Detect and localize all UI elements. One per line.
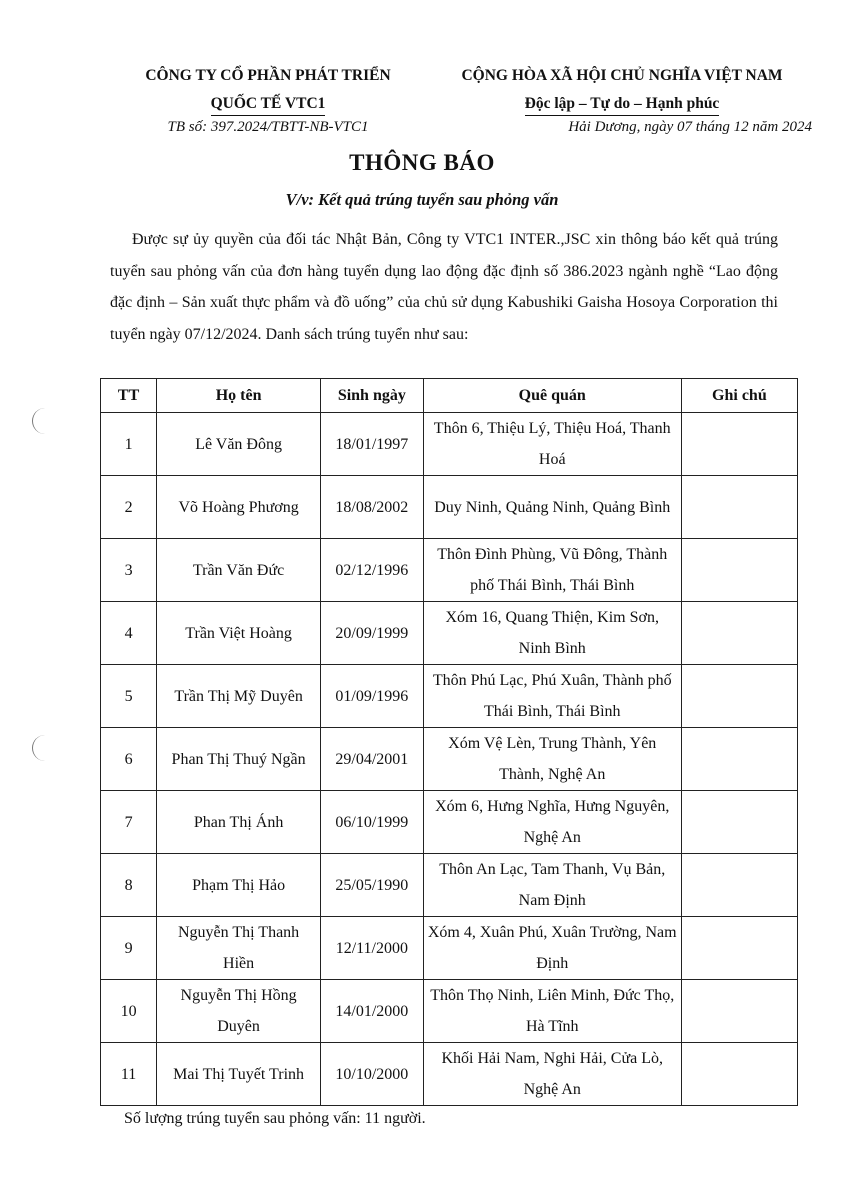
cell-name: Phan Thị Thuý Ngần [157, 728, 321, 791]
document-reference: TB số: 397.2024/TBTT-NB-VTC1 [167, 119, 369, 135]
announcement-body: Được sự ủy quyền của đối tác Nhật Bản, Công ty VTC1 INTER.,JSC xin thông báo kết quả trúng tuyển sau phỏng vấn của đơn hàng tuyển dụng lao động đặc định số 386.2023 ngành nghề “Lao động đặc định – Sản xuất thực phẩm và đồ uống” của chủ sử dụng Kabushiki Gaisha Hosoya Corporation thi tuyển ngày 07/12/2024. Danh sách trúng tuyển như sau: [110, 231, 778, 343]
cell-name: Lê Văn Đông [157, 413, 321, 476]
cell-name: Nguyễn Thị Hồng Duyên [157, 980, 321, 1043]
table-header-row [101, 379, 798, 413]
cell-dob: 02/12/1996 [320, 539, 423, 602]
cell-hometown: Xóm Vệ Lèn, Trung Thành, Yên Thành, Nghệ An [423, 728, 681, 791]
table-row [101, 728, 798, 791]
cell-tt: 7 [101, 791, 157, 854]
table-row [101, 1043, 798, 1106]
cell-dob: 12/11/2000 [320, 917, 423, 980]
cell-note [681, 980, 797, 1043]
cell-tt: 2 [101, 476, 157, 539]
cell-note [681, 917, 797, 980]
cell-tt: 6 [101, 728, 157, 791]
nation-name: CỘNG HÒA XÃ HỘI CHỦ NGHĨA VIỆT NAM [461, 67, 783, 84]
header-name: Họ tên [157, 379, 321, 413]
cell-tt: 10 [101, 980, 157, 1043]
punch-mark [32, 735, 49, 761]
cell-name: Phạm Thị Hảo [157, 854, 321, 917]
cell-note [681, 413, 797, 476]
cell-name: Mai Thị Tuyết Trinh [157, 1043, 321, 1106]
cell-hometown: Xóm 6, Hưng Nghĩa, Hưng Nguyên, Nghệ An [423, 791, 681, 854]
table-row [101, 476, 798, 539]
cell-dob: 18/01/1997 [320, 413, 423, 476]
cell-dob: 18/08/2002 [320, 476, 423, 539]
place-date: Hải Dương, ngày 07 tháng 12 năm 2024 [568, 119, 812, 135]
table-row [101, 665, 798, 728]
cell-tt: 9 [101, 917, 157, 980]
results-table [100, 378, 798, 1106]
cell-hometown: Xóm 16, Quang Thiện, Kim Sơn, Ninh Bình [423, 602, 681, 665]
cell-dob: 29/04/2001 [320, 728, 423, 791]
cell-dob: 14/01/2000 [320, 980, 423, 1043]
cell-tt: 8 [101, 854, 157, 917]
cell-tt: 1 [101, 413, 157, 476]
cell-name: Nguyễn Thị Thanh Hiền [157, 917, 321, 980]
table-row [101, 980, 798, 1043]
cell-note [681, 539, 797, 602]
cell-hometown: Thôn Phú Lạc, Phú Xuân, Thành phố Thái Bình, Thái Bình [423, 665, 681, 728]
punch-mark [32, 408, 49, 434]
national-header [432, 62, 812, 118]
company-name-line1: CÔNG TY CỔ PHẦN PHÁT TRIỂN [145, 67, 391, 84]
cell-tt: 4 [101, 602, 157, 665]
table-row [101, 413, 798, 476]
cell-name: Phan Thị Ánh [157, 791, 321, 854]
cell-tt: 3 [101, 539, 157, 602]
cell-name: Võ Hoàng Phương [157, 476, 321, 539]
cell-hometown: Thôn Thọ Ninh, Liên Minh, Đức Thọ, Hà Tĩnh [423, 980, 681, 1043]
document-subject: V/v: Kết quả trúng tuyển sau phỏng vấn [285, 190, 559, 209]
table-row [101, 539, 798, 602]
cell-note [681, 476, 797, 539]
document-title: THÔNG BÁO [349, 150, 495, 175]
cell-hometown: Thôn An Lạc, Tam Thanh, Vụ Bản, Nam Định [423, 854, 681, 917]
national-motto: Độc lập – Tự do – Hạnh phúc [525, 93, 720, 116]
table-row [101, 854, 798, 917]
company-name-line2: QUỐC TẾ VTC1 [211, 93, 326, 116]
cell-name: Trần Văn Đức [157, 539, 321, 602]
cell-note [681, 791, 797, 854]
header-note: Ghi chú [681, 379, 797, 413]
cell-note [681, 1043, 797, 1106]
cell-dob: 06/10/1999 [320, 791, 423, 854]
table-row [101, 917, 798, 980]
cell-dob: 10/10/2000 [320, 1043, 423, 1106]
table-body [101, 413, 798, 1106]
header-dob: Sinh ngày [320, 379, 423, 413]
cell-hometown: Xóm 4, Xuân Phú, Xuân Trường, Nam Định [423, 917, 681, 980]
cell-note [681, 602, 797, 665]
cell-note [681, 665, 797, 728]
company-header [118, 62, 418, 118]
cell-note [681, 728, 797, 791]
summary-text: Số lượng trúng tuyển sau phỏng vấn: 11 người. [124, 1110, 426, 1127]
cell-hometown: Thôn 6, Thiệu Lý, Thiệu Hoá, Thanh Hoá [423, 413, 681, 476]
header-tt: TT [101, 379, 157, 413]
cell-hometown: Khối Hải Nam, Nghi Hải, Cửa Lò, Nghệ An [423, 1043, 681, 1106]
table-row [101, 791, 798, 854]
cell-tt: 11 [101, 1043, 157, 1106]
header-hometown: Quê quán [423, 379, 681, 413]
cell-hometown: Thôn Đình Phùng, Vũ Đông, Thành phố Thái Bình, Thái Bình [423, 539, 681, 602]
cell-note [681, 854, 797, 917]
cell-tt: 5 [101, 665, 157, 728]
cell-dob: 25/05/1990 [320, 854, 423, 917]
cell-dob: 20/09/1999 [320, 602, 423, 665]
table-row [101, 602, 798, 665]
cell-hometown: Duy Ninh, Quảng Ninh, Quảng Bình [423, 476, 681, 539]
cell-name: Trần Thị Mỹ Duyên [157, 665, 321, 728]
cell-name: Trần Việt Hoàng [157, 602, 321, 665]
cell-dob: 01/09/1996 [320, 665, 423, 728]
